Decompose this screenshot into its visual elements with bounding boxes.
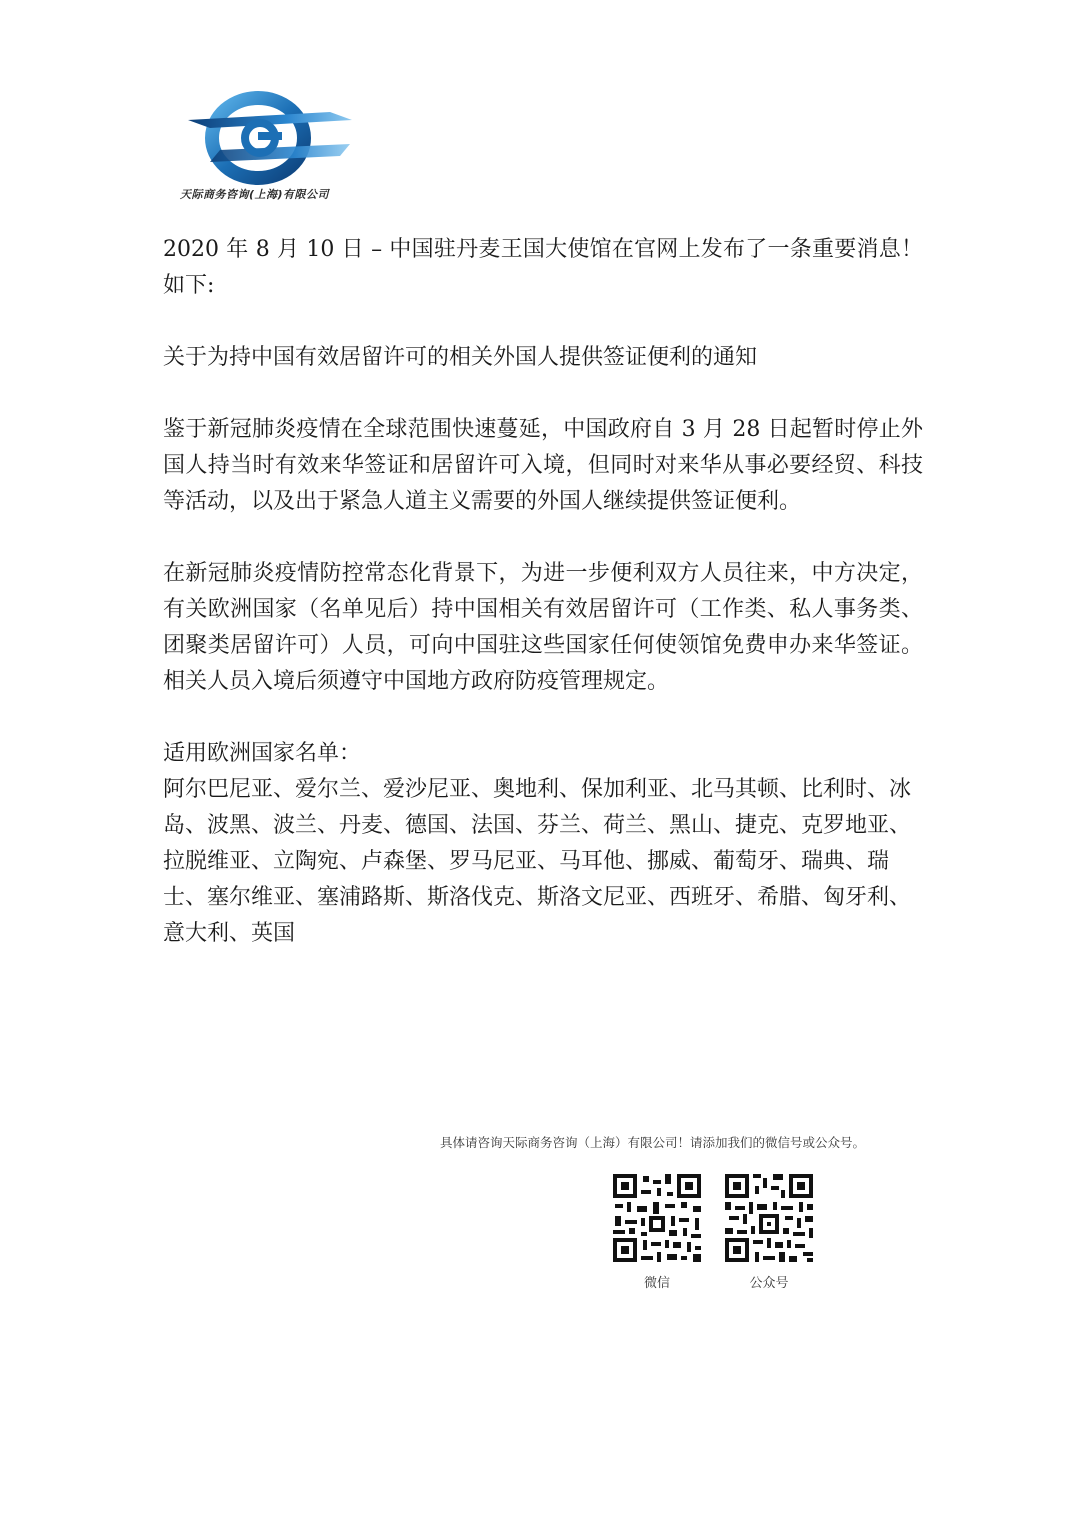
notice-title: 关于为持中国有效居留许可的相关外国人提供签证便利的通知 <box>163 345 758 370</box>
notice-paragraph-2: 在新冠肺炎疫情防控常态化背景下，为进一步便利双方人员往来，中方决定，有关欧洲国家（名单见后）持中国相关有效居留许可（工作类、私人事务类、团聚类居留许可）人员，可向中国驻这些国家任何使领馆免费申办来华签证。相关人员入境后须遵守中国地方政府防疫管理规定。 <box>163 561 923 694</box>
notice-intro: 2020 年 8 月 10 日 – 中国驻丹麦王国大使馆在官网上发布了一条重要消息！如下: <box>163 237 923 298</box>
logo-caption: 天际商务咨询(上海)有限公司 <box>180 188 330 201</box>
company-logo-icon <box>180 86 370 196</box>
official-account-qr-label: 公众号 <box>749 1276 789 1291</box>
country-list-title: 适用欧洲国家名单： <box>163 741 362 766</box>
official-account-qr-code-icon <box>723 1172 815 1264</box>
notice-body <box>163 232 923 952</box>
country-list: 阿尔巴尼亚、爱尔兰、爱沙尼亚、奥地利、保加利亚、北马其顿、比利时、冰岛、波黑、波兰、丹麦、德国、法国、芬兰、荷兰、黑山、捷克、克罗地亚、拉脱维亚、立陶宛、卢森堡、罗马尼亚、马耳他、挪威、葡萄牙、瑞典、瑞士、塞尔维亚、塞浦路斯、斯洛伐克、斯洛文尼亚、西班牙、希腊、匈牙利、意大利、英国 <box>163 777 912 946</box>
contact-note: 具体请咨询天际商务咨询（上海）有限公司！请添加我们的微信号或公众号。 <box>440 1135 866 1150</box>
wechat-qr-label: 微信 <box>643 1276 670 1291</box>
notice-paragraph-1: 鉴于新冠肺炎疫情在全球范围快速蔓延，中国政府自 3 月 28 日起暂时停止外国人持当时有效来华签证和居留许可入境，但同时对来华从事必要经贸、科技等活动，以及出于紧急人道主义需要的外国人继续提供签证便利。 <box>163 417 923 514</box>
wechat-qr-code-icon <box>611 1172 703 1264</box>
